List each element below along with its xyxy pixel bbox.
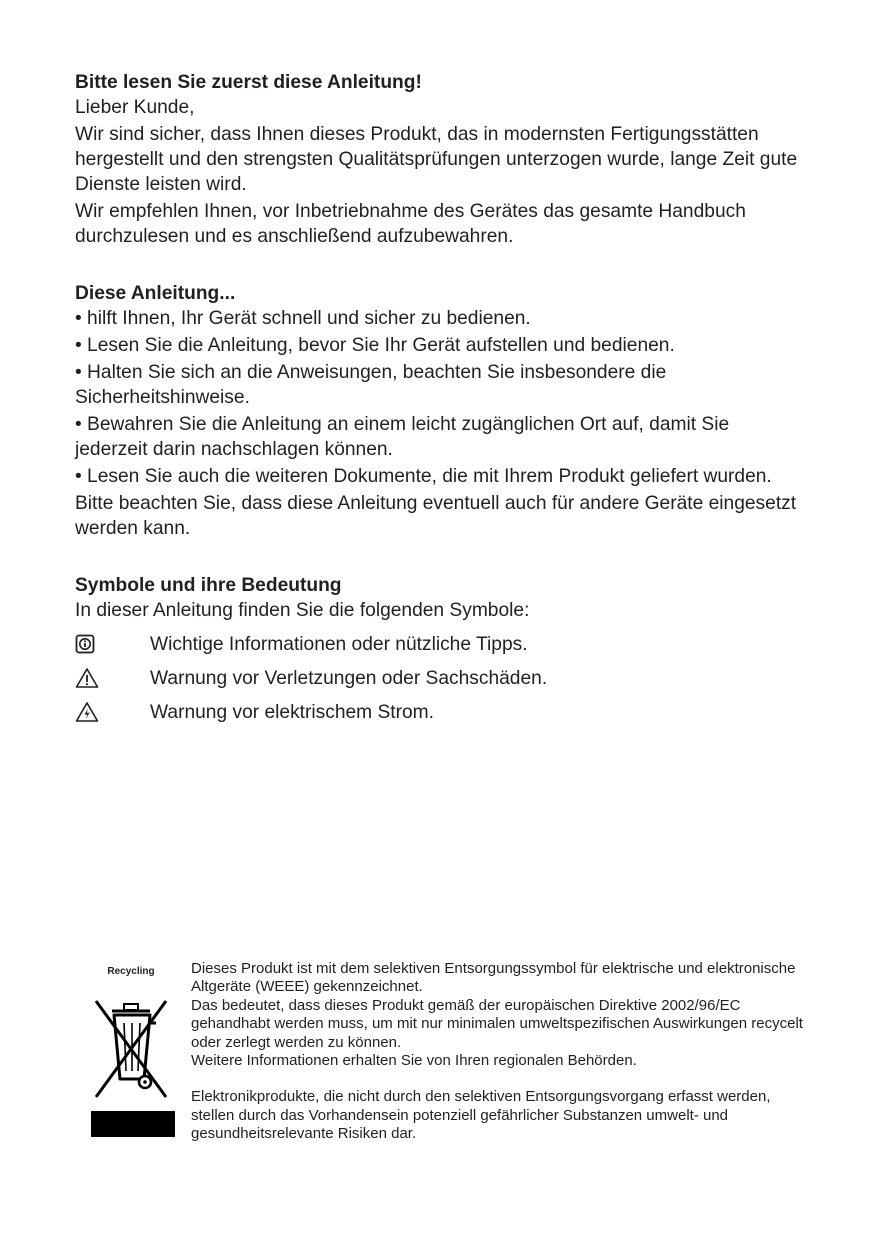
recycling-black-bar [91,1111,175,1137]
recycling-paragraph-3: Weitere Informationen erhalten Sie von Ihren regionalen Behörden. [191,1052,637,1070]
electric-warning-icon [75,701,150,723]
symbol-text-electric: Warnung vor elektrischem Strom. [150,701,434,723]
section-spacer [75,543,805,573]
symbol-text-warning: Warnung vor Verletzungen oder Sachschäden. [150,667,548,689]
manual-note: Bitte beachten Sie, dass diese Anleitung eventuell auch für andere Geräte eingesetzt werden kann. [75,493,797,539]
manual-bullet: • hilft Ihnen, Ihr Gerät schnell und sicher zu bedienen. [75,308,531,329]
symbol-row-warning [75,661,805,695]
crossed-bin-icon [90,997,172,1101]
intro-greeting: Lieber Kunde, [75,97,195,118]
manual-bullet: • Lesen Sie auch die weiteren Dokumente, die mit Ihrem Produkt geliefert wurden. [75,466,772,487]
section-spacer [75,251,805,281]
symbol-row-electric [75,695,805,729]
manual-page [75,70,805,729]
recycling-paragraph-2: Das bedeutet, dass dieses Produkt gemäß der europäischen Direktive 2002/96/EC gehandhabt werden muss, um mit nur minimalen umweltspezifischen Auswirkungen recycelt oder zerlegt werden zu können. [191,996,803,1051]
info-icon [75,634,150,654]
intro-title: Bitte lesen Sie zuerst diese Anleitung! [75,72,422,93]
manual-title: Diese Anleitung... [75,283,236,304]
intro-paragraph-1: Wir sind sicher, dass Ihnen dieses Produkt, das in modernsten Fertigungsstätten hergestellt und den strengsten Qualitätsprüfungen unterzogen wurde, lange Zeit gute Dienste leisten wird. [75,124,798,195]
symbols-title: Symbole und ihre Bedeutung [75,575,342,596]
symbol-row-info [75,627,805,661]
intro-paragraph-2: Wir empfehlen Ihnen, vor Inbetriebnahme des Gerätes das gesamte Handbuch durchzulesen und es anschließend aufzubewahren. [75,201,746,247]
manual-bullet: • Lesen Sie die Anleitung, bevor Sie Ihr Gerät aufstellen und bedienen. [75,335,675,356]
recycling-paragraph-4: Elektronikprodukte, die nicht durch den selektiven Entsorgungsvorgang erfasst werden, stellen durch das Vorhandensein potenziell gefährlicher Substanzen umwelt- und gesundheitsrelevante Risiken dar. [191,1088,771,1143]
symbols-intro: In dieser Anleitung finden Sie die folgenden Symbole: [75,600,530,621]
warning-icon [75,667,150,689]
manual-bullet: • Halten Sie sich an die Anweisungen, beachten Sie insbesondere die Sicherheitshinweise. [75,362,667,408]
recycling-paragraph-1: Dieses Produkt ist mit dem selektiven Entsorgungssymbol für elektrische und elektronische Altgeräte (WEEE) gekennzeichnet. [191,960,796,996]
recycling-text [186,960,808,1144]
recycling-label: Recycling [107,966,155,977]
symbol-text-info: Wichtige Informationen oder nützliche Tipps. [150,633,528,655]
manual-bullet: • Bewahren Sie die Anleitung an einem leicht zugänglichen Ort auf, damit Sie jederzeit darin nachschlagen können. [75,414,730,460]
recycling-section [88,960,808,1144]
recycling-emblem [88,960,186,1144]
